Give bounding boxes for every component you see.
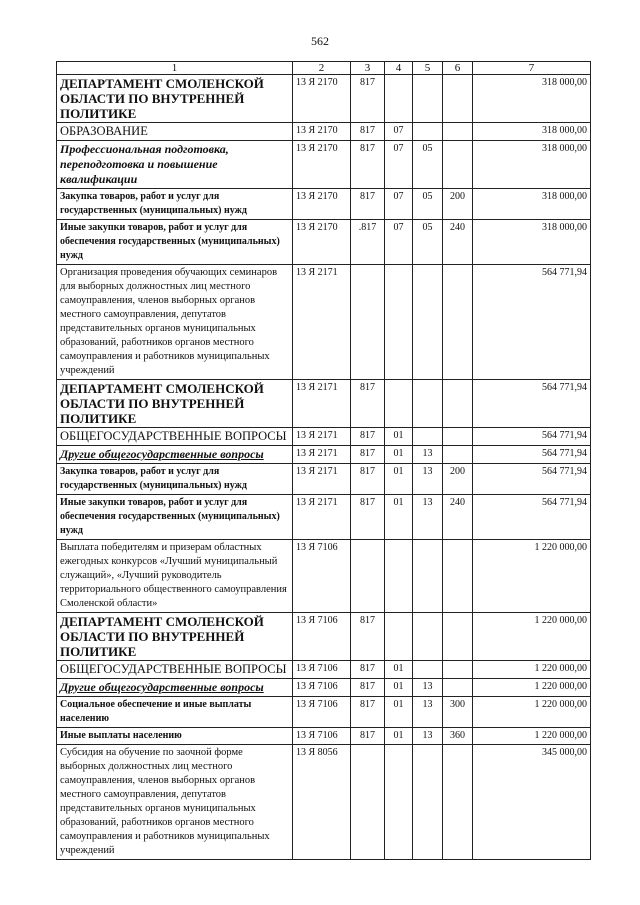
row-name-cell (57, 428, 293, 446)
subsection-code-cell: 13 (413, 464, 443, 495)
row-name-cell (57, 697, 293, 728)
expense-type-code-cell (443, 661, 473, 679)
table-row (57, 495, 591, 540)
ministry-code-cell (351, 265, 385, 380)
subsection-code-cell (413, 745, 443, 860)
expense-type-code-cell: 360 (443, 728, 473, 745)
section-code-cell: 07 (385, 189, 413, 220)
section-code-cell (385, 265, 413, 380)
target-article-code-cell: 13 Я 7106 (293, 728, 351, 745)
header-cell: 4 (385, 62, 413, 75)
table-row (57, 428, 591, 446)
table-row (57, 464, 591, 495)
table-row (57, 745, 591, 860)
expense-type-code-cell (443, 141, 473, 189)
table-row (57, 661, 591, 679)
table-row (57, 728, 591, 745)
table-row (57, 123, 591, 141)
row-name-cell (57, 613, 293, 661)
expense-type-code-cell: 300 (443, 697, 473, 728)
amount-cell: 345 000,00 (473, 745, 591, 860)
ministry-code-cell: .817 (351, 220, 385, 265)
row-name-cell (57, 745, 293, 860)
table-row (57, 141, 591, 189)
ministry-code-cell: 817 (351, 141, 385, 189)
expense-type-code-cell (443, 446, 473, 464)
amount-cell: 564 771,94 (473, 446, 591, 464)
expense-type-code-cell (443, 123, 473, 141)
subsection-code-cell (413, 123, 443, 141)
subsection-code-cell: 13 (413, 495, 443, 540)
subsection-code-cell (413, 540, 443, 613)
target-article-code-cell: 13 Я 7106 (293, 613, 351, 661)
target-article-code-cell: 13 Я 2170 (293, 141, 351, 189)
target-article-code-cell: 13 Я 7106 (293, 540, 351, 613)
row-name-text: ОБРАЗОВАНИЕ (60, 124, 148, 138)
row-name-text: Выплата победителям и призерам областных ежегодных конкурсов «Лучший муниципальный служащий», «Лучший руководитель территориального общественного самоуправления Смоленской области» (60, 542, 287, 609)
target-article-code-cell: 13 Я 8056 (293, 745, 351, 860)
amount-cell: 1 220 000,00 (473, 728, 591, 745)
header-cell: 7 (473, 62, 591, 75)
header-cell: 5 (413, 62, 443, 75)
target-article-code-cell: 13 Я 7106 (293, 661, 351, 679)
header-cell: 3 (351, 62, 385, 75)
row-name-text: ДЕПАРТАМЕНТ СМОЛЕНСКОЙ ОБЛАСТИ ПО ВНУТРЕННЕЙ ПОЛИТИКЕ (60, 76, 264, 121)
subsection-code-cell: 05 (413, 220, 443, 265)
ministry-code-cell: 817 (351, 613, 385, 661)
table-row (57, 220, 591, 265)
section-code-cell (385, 540, 413, 613)
section-code-cell: 01 (385, 495, 413, 540)
expense-type-code-cell (443, 745, 473, 860)
subsection-code-cell: 13 (413, 446, 443, 464)
header-cell: 2 (293, 62, 351, 75)
row-name-text: Социальное обеспечение и иные выплаты населению (60, 699, 252, 724)
table-row (57, 380, 591, 428)
target-article-code-cell: 13 Я 2171 (293, 265, 351, 380)
section-code-cell: 07 (385, 220, 413, 265)
amount-cell: 564 771,94 (473, 380, 591, 428)
amount-cell: 1 220 000,00 (473, 697, 591, 728)
amount-cell: 1 220 000,00 (473, 613, 591, 661)
amount-cell: 564 771,94 (473, 428, 591, 446)
row-name-cell (57, 141, 293, 189)
section-code-cell: 01 (385, 464, 413, 495)
target-article-code-cell: 13 Я 2171 (293, 464, 351, 495)
row-name-text: ОБЩЕГОСУДАРСТВЕННЫЕ ВОПРОСЫ (60, 662, 287, 676)
expense-type-code-cell (443, 679, 473, 697)
budget-table (56, 61, 591, 860)
target-article-code-cell: 13 Я 2171 (293, 428, 351, 446)
section-code-cell: 01 (385, 661, 413, 679)
ministry-code-cell: 817 (351, 464, 385, 495)
table-header-row (57, 62, 591, 75)
section-code-cell: 07 (385, 123, 413, 141)
section-code-cell (385, 745, 413, 860)
row-name-cell (57, 446, 293, 464)
row-name-cell (57, 464, 293, 495)
section-code-cell (385, 75, 413, 123)
section-code-cell (385, 380, 413, 428)
target-article-code-cell: 13 Я 2171 (293, 446, 351, 464)
subsection-code-cell (413, 661, 443, 679)
row-name-cell (57, 380, 293, 428)
row-name-cell (57, 728, 293, 745)
row-name-text: Иные закупки товаров, работ и услуг для обеспечения государственных (муниципальных) нужд (60, 222, 280, 261)
page-number: 562 (311, 34, 329, 48)
section-code-cell: 01 (385, 428, 413, 446)
table-row (57, 75, 591, 123)
table-row (57, 679, 591, 697)
target-article-code-cell: 13 Я 2171 (293, 380, 351, 428)
row-name-text: Другие общегосударственные вопросы (60, 680, 264, 694)
target-article-code-cell: 13 Я 2170 (293, 220, 351, 265)
ministry-code-cell: 817 (351, 697, 385, 728)
section-code-cell: 07 (385, 141, 413, 189)
amount-cell: 318 000,00 (473, 141, 591, 189)
section-code-cell (385, 613, 413, 661)
row-name-cell (57, 220, 293, 265)
ministry-code-cell: 817 (351, 495, 385, 540)
subsection-code-cell (413, 428, 443, 446)
amount-cell: 564 771,94 (473, 265, 591, 380)
table-row (57, 446, 591, 464)
ministry-code-cell: 817 (351, 661, 385, 679)
section-code-cell: 01 (385, 446, 413, 464)
row-name-text: Закупка товаров, работ и услуг для государственных (муниципальных) нужд (60, 191, 247, 216)
expense-type-code-cell (443, 265, 473, 380)
ministry-code-cell: 817 (351, 728, 385, 745)
ministry-code-cell: 817 (351, 380, 385, 428)
ministry-code-cell (351, 540, 385, 613)
subsection-code-cell (413, 380, 443, 428)
row-name-text: ДЕПАРТАМЕНТ СМОЛЕНСКОЙ ОБЛАСТИ ПО ВНУТРЕННЕЙ ПОЛИТИКЕ (60, 381, 264, 426)
row-name-cell (57, 123, 293, 141)
amount-cell: 318 000,00 (473, 189, 591, 220)
section-code-cell: 01 (385, 679, 413, 697)
row-name-text: Иные выплаты населению (60, 730, 182, 741)
ministry-code-cell (351, 745, 385, 860)
target-article-code-cell: 13 Я 2170 (293, 75, 351, 123)
row-name-cell (57, 679, 293, 697)
table-row (57, 189, 591, 220)
expense-type-code-cell (443, 380, 473, 428)
amount-cell: 1 220 000,00 (473, 679, 591, 697)
subsection-code-cell: 05 (413, 141, 443, 189)
expense-type-code-cell: 200 (443, 189, 473, 220)
expense-type-code-cell (443, 75, 473, 123)
amount-cell: 564 771,94 (473, 464, 591, 495)
amount-cell: 318 000,00 (473, 123, 591, 141)
row-name-text: ДЕПАРТАМЕНТ СМОЛЕНСКОЙ ОБЛАСТИ ПО ВНУТРЕННЕЙ ПОЛИТИКЕ (60, 614, 264, 659)
expense-type-code-cell: 240 (443, 495, 473, 540)
target-article-code-cell: 13 Я 2170 (293, 189, 351, 220)
subsection-code-cell: 13 (413, 679, 443, 697)
row-name-text: Субсидия на обучение по заочной форме выборных должностных лиц местного самоуправления, членов выборных органов местного самоуправления, депутатов представительных органов муниципальных образований, работников органов местного самоуправления и работников муниципальных учреждений (60, 747, 270, 856)
row-name-text: Другие общегосударственные вопросы (60, 447, 264, 461)
expense-type-code-cell: 200 (443, 464, 473, 495)
row-name-cell (57, 75, 293, 123)
row-name-text: Профессиональная подготовка, переподготовка и повышение квалификации (60, 142, 229, 186)
table-row (57, 540, 591, 613)
expense-type-code-cell (443, 428, 473, 446)
row-name-cell (57, 495, 293, 540)
table-row (57, 697, 591, 728)
subsection-code-cell: 05 (413, 189, 443, 220)
subsection-code-cell (413, 265, 443, 380)
header-cell: 6 (443, 62, 473, 75)
row-name-cell (57, 540, 293, 613)
row-name-text: ОБЩЕГОСУДАРСТВЕННЫЕ ВОПРОСЫ (60, 429, 287, 443)
subsection-code-cell (413, 75, 443, 123)
amount-cell: 318 000,00 (473, 75, 591, 123)
ministry-code-cell: 817 (351, 123, 385, 141)
section-code-cell: 01 (385, 697, 413, 728)
amount-cell: 1 220 000,00 (473, 540, 591, 613)
ministry-code-cell: 817 (351, 446, 385, 464)
expense-type-code-cell: 240 (443, 220, 473, 265)
target-article-code-cell: 13 Я 7106 (293, 679, 351, 697)
target-article-code-cell: 13 Я 7106 (293, 697, 351, 728)
target-article-code-cell: 13 Я 2170 (293, 123, 351, 141)
ministry-code-cell: 817 (351, 75, 385, 123)
target-article-code-cell: 13 Я 2171 (293, 495, 351, 540)
amount-cell: 564 771,94 (473, 495, 591, 540)
row-name-cell (57, 265, 293, 380)
row-name-cell (57, 661, 293, 679)
row-name-text: Организация проведения обучающих семинаров для выборных должностных лиц местного самоуправления, членов выборных органов местного самоуправления, депутатов представительных органов муниципальных образований, работников органов местного самоуправления и работников муниципальных учреждений (60, 267, 278, 376)
row-name-text: Иные закупки товаров, работ и услуг для обеспечения государственных (муниципальных) нужд (60, 497, 280, 536)
subsection-code-cell (413, 613, 443, 661)
row-name-text: Закупка товаров, работ и услуг для государственных (муниципальных) нужд (60, 466, 247, 491)
ministry-code-cell: 817 (351, 189, 385, 220)
table-row (57, 265, 591, 380)
amount-cell: 1 220 000,00 (473, 661, 591, 679)
amount-cell: 318 000,00 (473, 220, 591, 265)
ministry-code-cell: 817 (351, 679, 385, 697)
section-code-cell: 01 (385, 728, 413, 745)
expense-type-code-cell (443, 613, 473, 661)
subsection-code-cell: 13 (413, 728, 443, 745)
row-name-cell (57, 189, 293, 220)
expense-type-code-cell (443, 540, 473, 613)
ministry-code-cell: 817 (351, 428, 385, 446)
header-cell: 1 (57, 62, 293, 75)
table-row (57, 613, 591, 661)
subsection-code-cell: 13 (413, 697, 443, 728)
